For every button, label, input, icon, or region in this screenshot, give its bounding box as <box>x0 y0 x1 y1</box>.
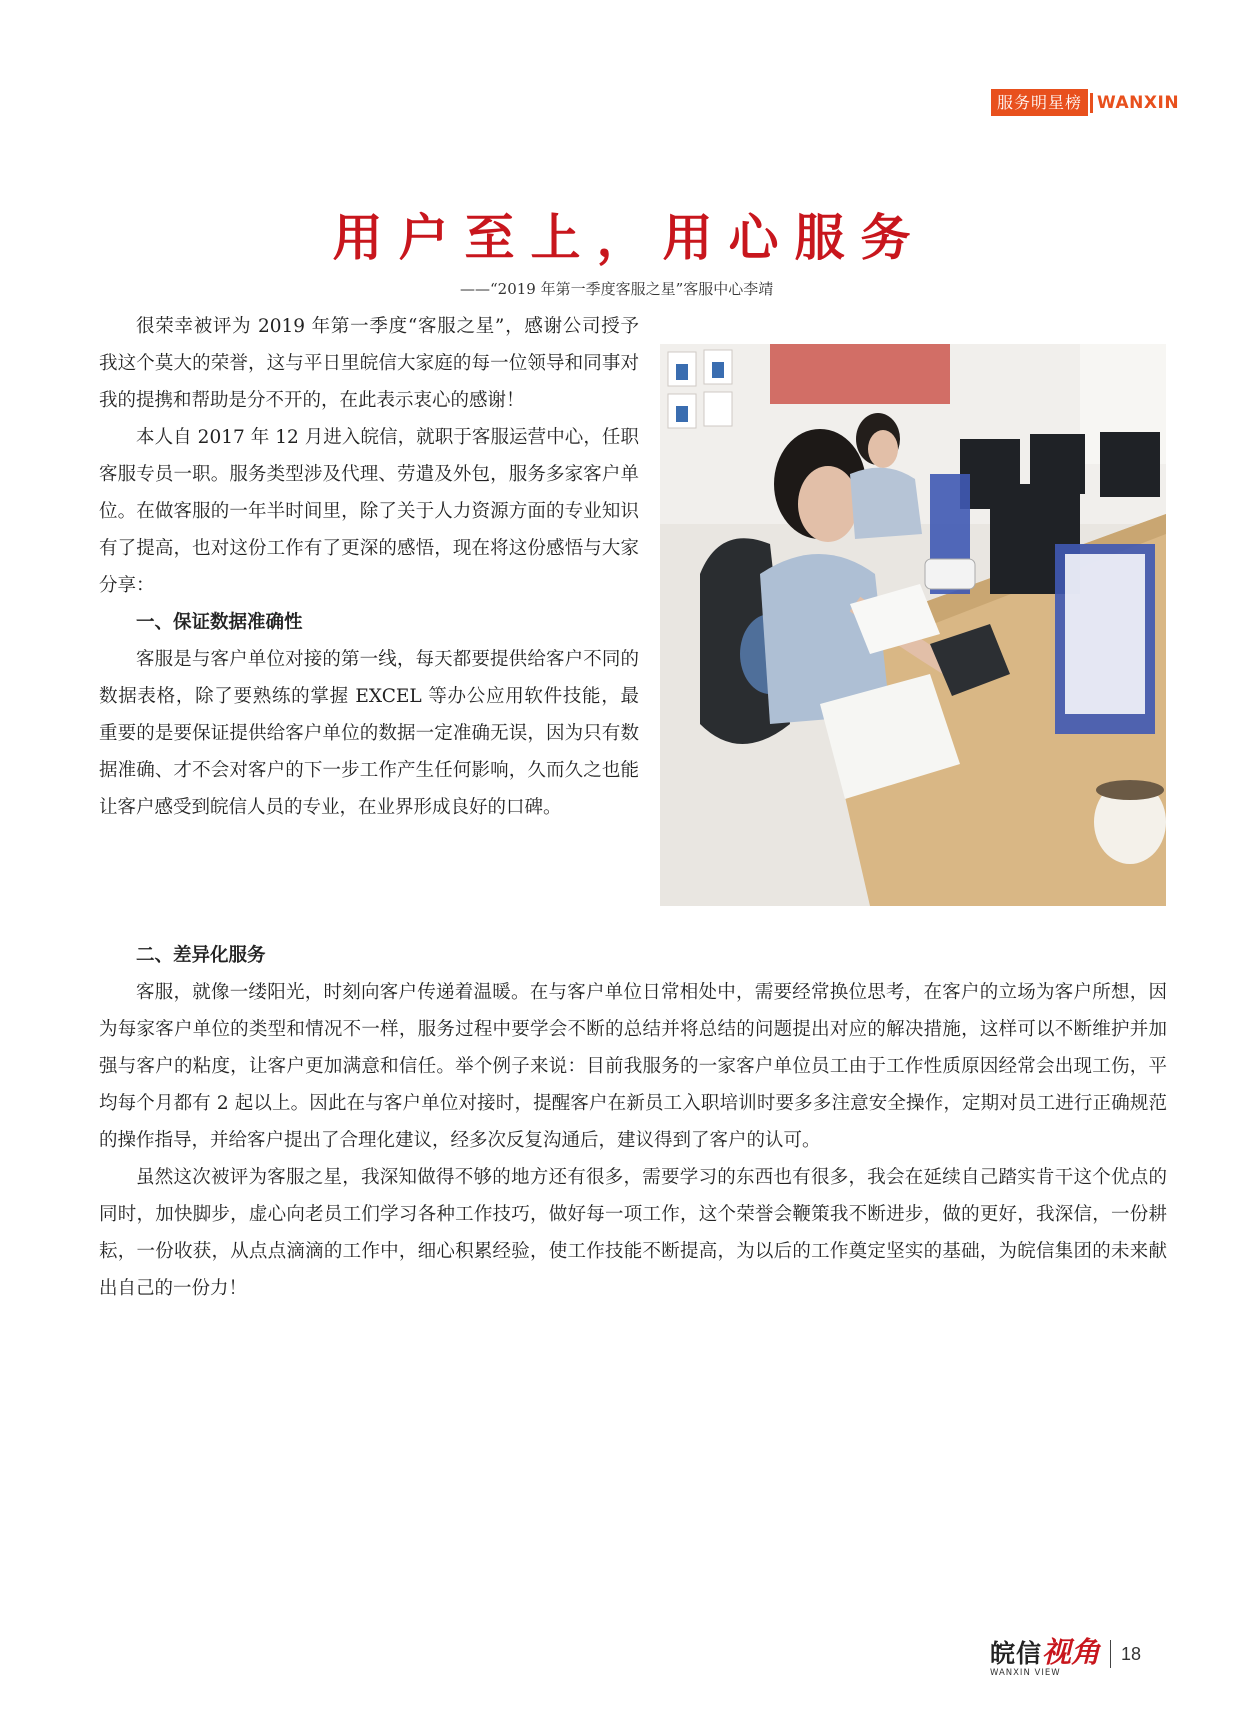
brand-label: WANXIN <box>1090 93 1179 113</box>
article-subtitle: ——“2019 年第一季度客服之星”客服中心李靖 <box>460 280 774 298</box>
paragraph-2: 本人自 2017 年 12 月进入皖信，就职于客服运营中心，任职客服专员一职。服务类型涉及代理、劳遣及外包，服务多家客户单位。在做客服的一年半时间里，除了关于人力资源方面的专业知识有了提高，也对这份工作有了更深的感悟，现在将这份感悟与大家分享： <box>99 427 639 596</box>
page-footer <box>990 1630 1141 1678</box>
section-label: 服务明星榜 <box>991 89 1088 116</box>
logo-text-b: 视角 <box>1042 1635 1101 1669</box>
paragraph-4: 客服，就像一缕阳光，时刻向客户传递着温暖。在与客户单位日常相处中，需要经常换位思考，在客户的立场为客户所想，因为每家客户单位的类型和情况不一样，服务过程中要学会不断的总结并将总结的问题提出对应的解决措施，这样可以不断维护并加强与客户的粘度，让客户更加满意和信任。举个例子来说：目前我服务的一家客户单位员工由于工作性质原因经常会出现工伤，平均每个月都有 2 起以上。因此在与客户单位对接时，提醒客户在新员工入职培训时要多多注意安全操作，定期对员工进行正确规范的操作指导，并给客户提出了合理化建议，经多次反复沟通后，建议得到了客户的认可。 <box>99 982 1167 1151</box>
paragraph-1: 很荣幸被评为 2019 年第一季度“客服之星”，感谢公司授予我这个莫大的荣誉，这与平日里皖信大家庭的每一位领导和同事对我的提携和帮助是分不开的，在此表示衷心的感谢！ <box>99 316 639 411</box>
article-title: 用户至上，用心服务 <box>332 208 927 267</box>
logo-text-a: 皖信 <box>990 1639 1043 1668</box>
office-photo <box>660 344 1166 906</box>
magazine-logo <box>990 1630 1100 1678</box>
section-heading-2: 二、差异化服务 <box>136 945 266 966</box>
section-tag <box>991 89 1179 116</box>
paragraph-5: 虽然这次被评为客服之星，我深知做得不够的地方还有很多，需要学习的东西也有很多，我会在延续自己踏实肯干这个优点的同时，加快脚步，虚心向老员工们学习各种工作技巧，做好每一项工作，这个荣誉会鞭策我不断进步，做的更好，我深信，一份耕耘，一份收获，从点点滴滴的工作中，细心积累经验，使工作技能不断提高，为以后的工作奠定坚实的基础，为皖信集团的未来献出自己的一份力！ <box>99 1167 1167 1299</box>
footer-divider <box>1110 1640 1111 1668</box>
section-heading-1: 一、保证数据准确性 <box>136 612 303 633</box>
paragraph-3: 客服是与客户单位对接的第一线，每天都要提供给客户不同的数据表格，除了要熟练的掌握 EXCEL 等办公应用软件技能，最重要的是要保证提供给客户单位的数据一定准确无误，因为只有数据准确、才不会对客户的下一步工作产生任何影响，久而久之也能让客户感受到皖信人员的专业，在业界形成良好的口碑。 <box>99 649 639 818</box>
intro-column <box>99 308 639 826</box>
page-number: 18 <box>1121 1643 1142 1664</box>
body-full-width <box>99 937 1167 1307</box>
logo-english: WANXIN VIEW <box>990 1668 1061 1678</box>
